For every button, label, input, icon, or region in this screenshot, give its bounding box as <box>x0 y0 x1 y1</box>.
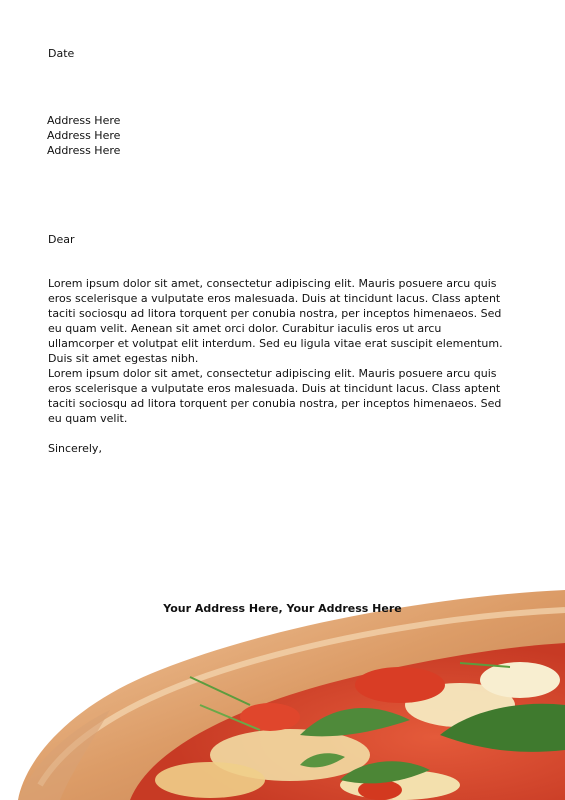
address-line: Address Here <box>47 129 121 142</box>
body-paragraph: Lorem ipsum dolor sit amet, consectetur adipiscing elit. Mauris posuere arcu quis eros scelerisque a vulputate eros malesuada. Duis at tincidunt lacus. Class aptent taciti sociosqu ad litora torquent per conubia nostra, per inceptos himenaeos. Sed eu quam velit. Aenean sit amet orci dolor. Curabitur iaculis eros ut arcu ullamcorper et volutpat elit interdum. Sed eu ligula vitae erat suscipit elementum. Duis sit amet egestas nibh. <box>48 277 503 365</box>
body-paragraph: Lorem ipsum dolor sit amet, consectetur adipiscing elit. Mauris posuere arcu quis eros scelerisque a vulputate eros malesuada. Duis at tincidunt lacus. Class aptent taciti sociosqu ad litora torquent per conubia nostra, per inceptos himenaeos. Sed eu quam velit. <box>48 367 502 425</box>
date-label: Date <box>48 47 75 60</box>
footer-address: Your Address Here, Your Address Here <box>163 602 402 615</box>
address-line: Address Here <box>47 144 121 157</box>
salutation: Dear <box>48 233 75 246</box>
closing: Sincerely, <box>48 442 102 455</box>
address-line: Address Here <box>47 114 121 127</box>
pizza-image <box>0 585 565 800</box>
recipient-address <box>47 113 120 158</box>
